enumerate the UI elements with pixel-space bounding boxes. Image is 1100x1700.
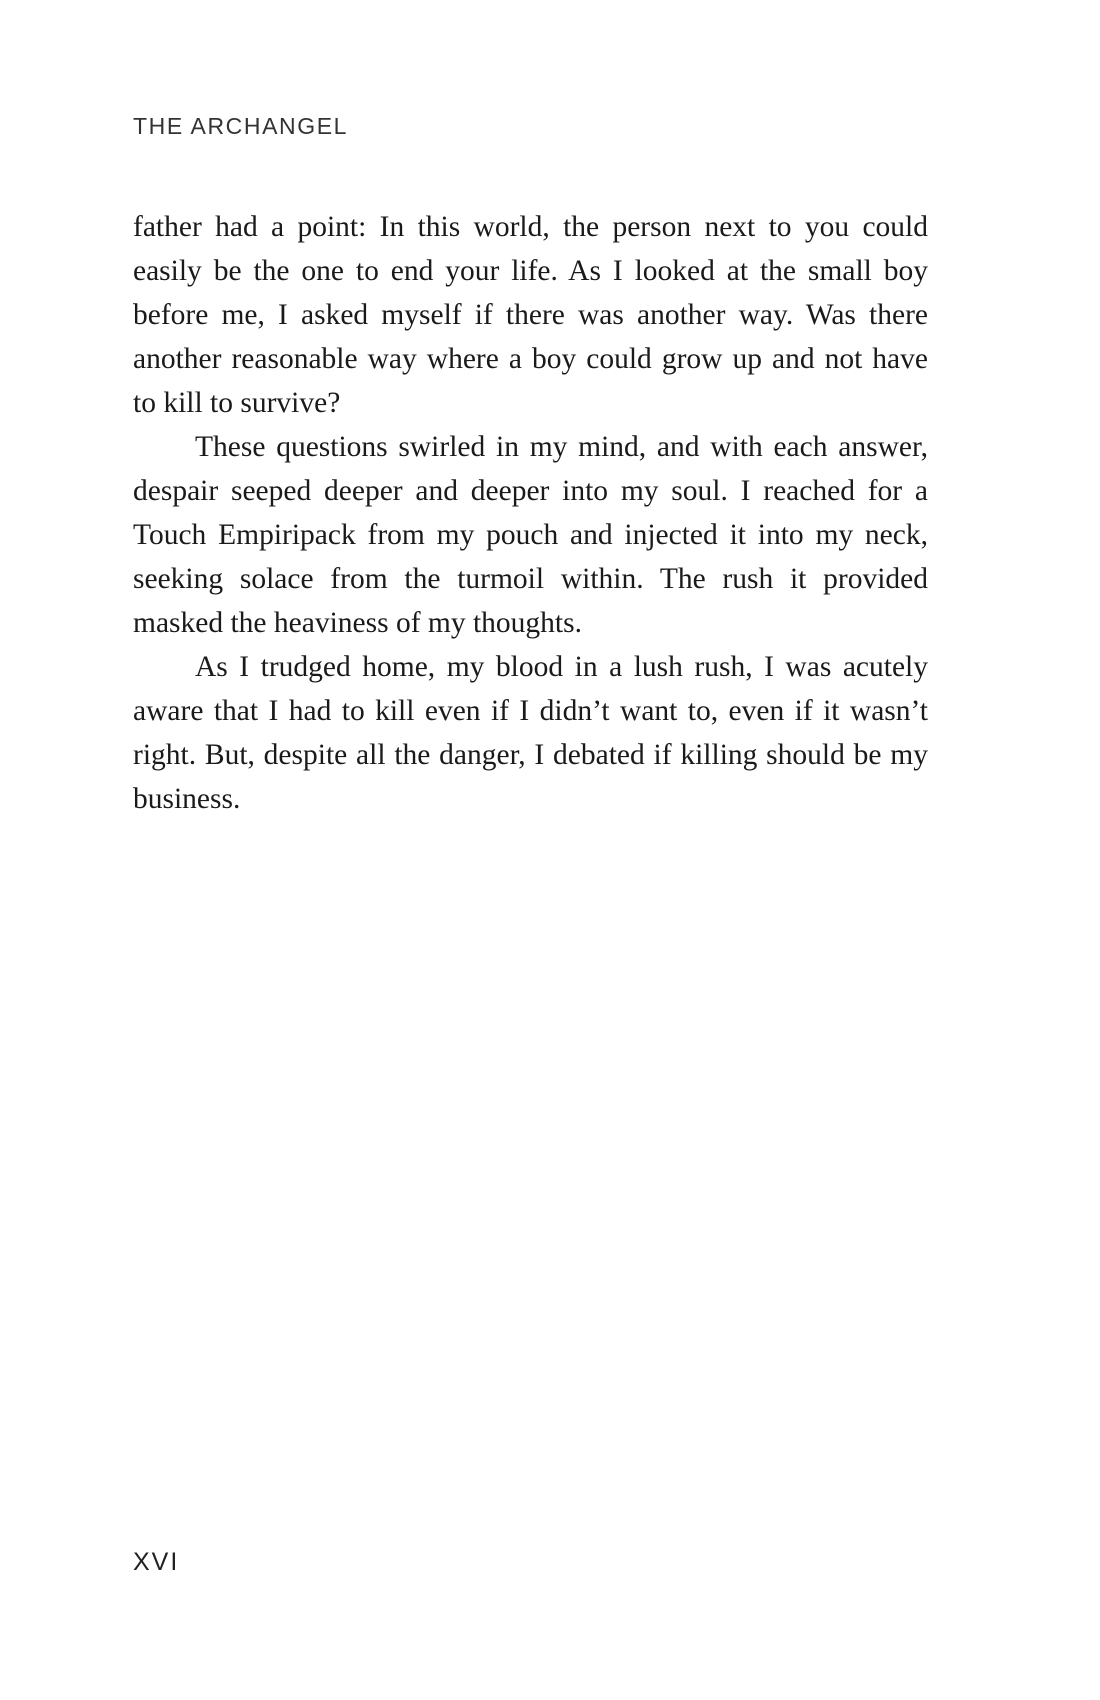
paragraph-2: These questions swirled in my mind, and with each answer, despair seeped deeper and deeper into my soul. I reached for a Touch Empiripack from my pouch and injected it into my neck, seeking solace from the turmoil within. The rush it provided masked the heaviness of my thoughts. [133,431,928,639]
paragraph-1: father had a point: In this world, the person next to you could easily be the one to end your life. As I looked at the small boy before me, I asked myself if there was another way. Was there another reasonable way where a boy could grow up and not have to kill to survive? [133,211,928,419]
page-number: XVI [133,1548,180,1576]
body-text [133,205,928,821]
paragraph-3: As I trudged home, my blood in a lush rush, I was acutely aware that I had to kill even if I didn’t want to, even if it wasn’t right. But, despite all the danger, I debated if killing should be my business. [133,651,928,815]
running-head-title: THE ARCHANGEL [133,113,349,139]
